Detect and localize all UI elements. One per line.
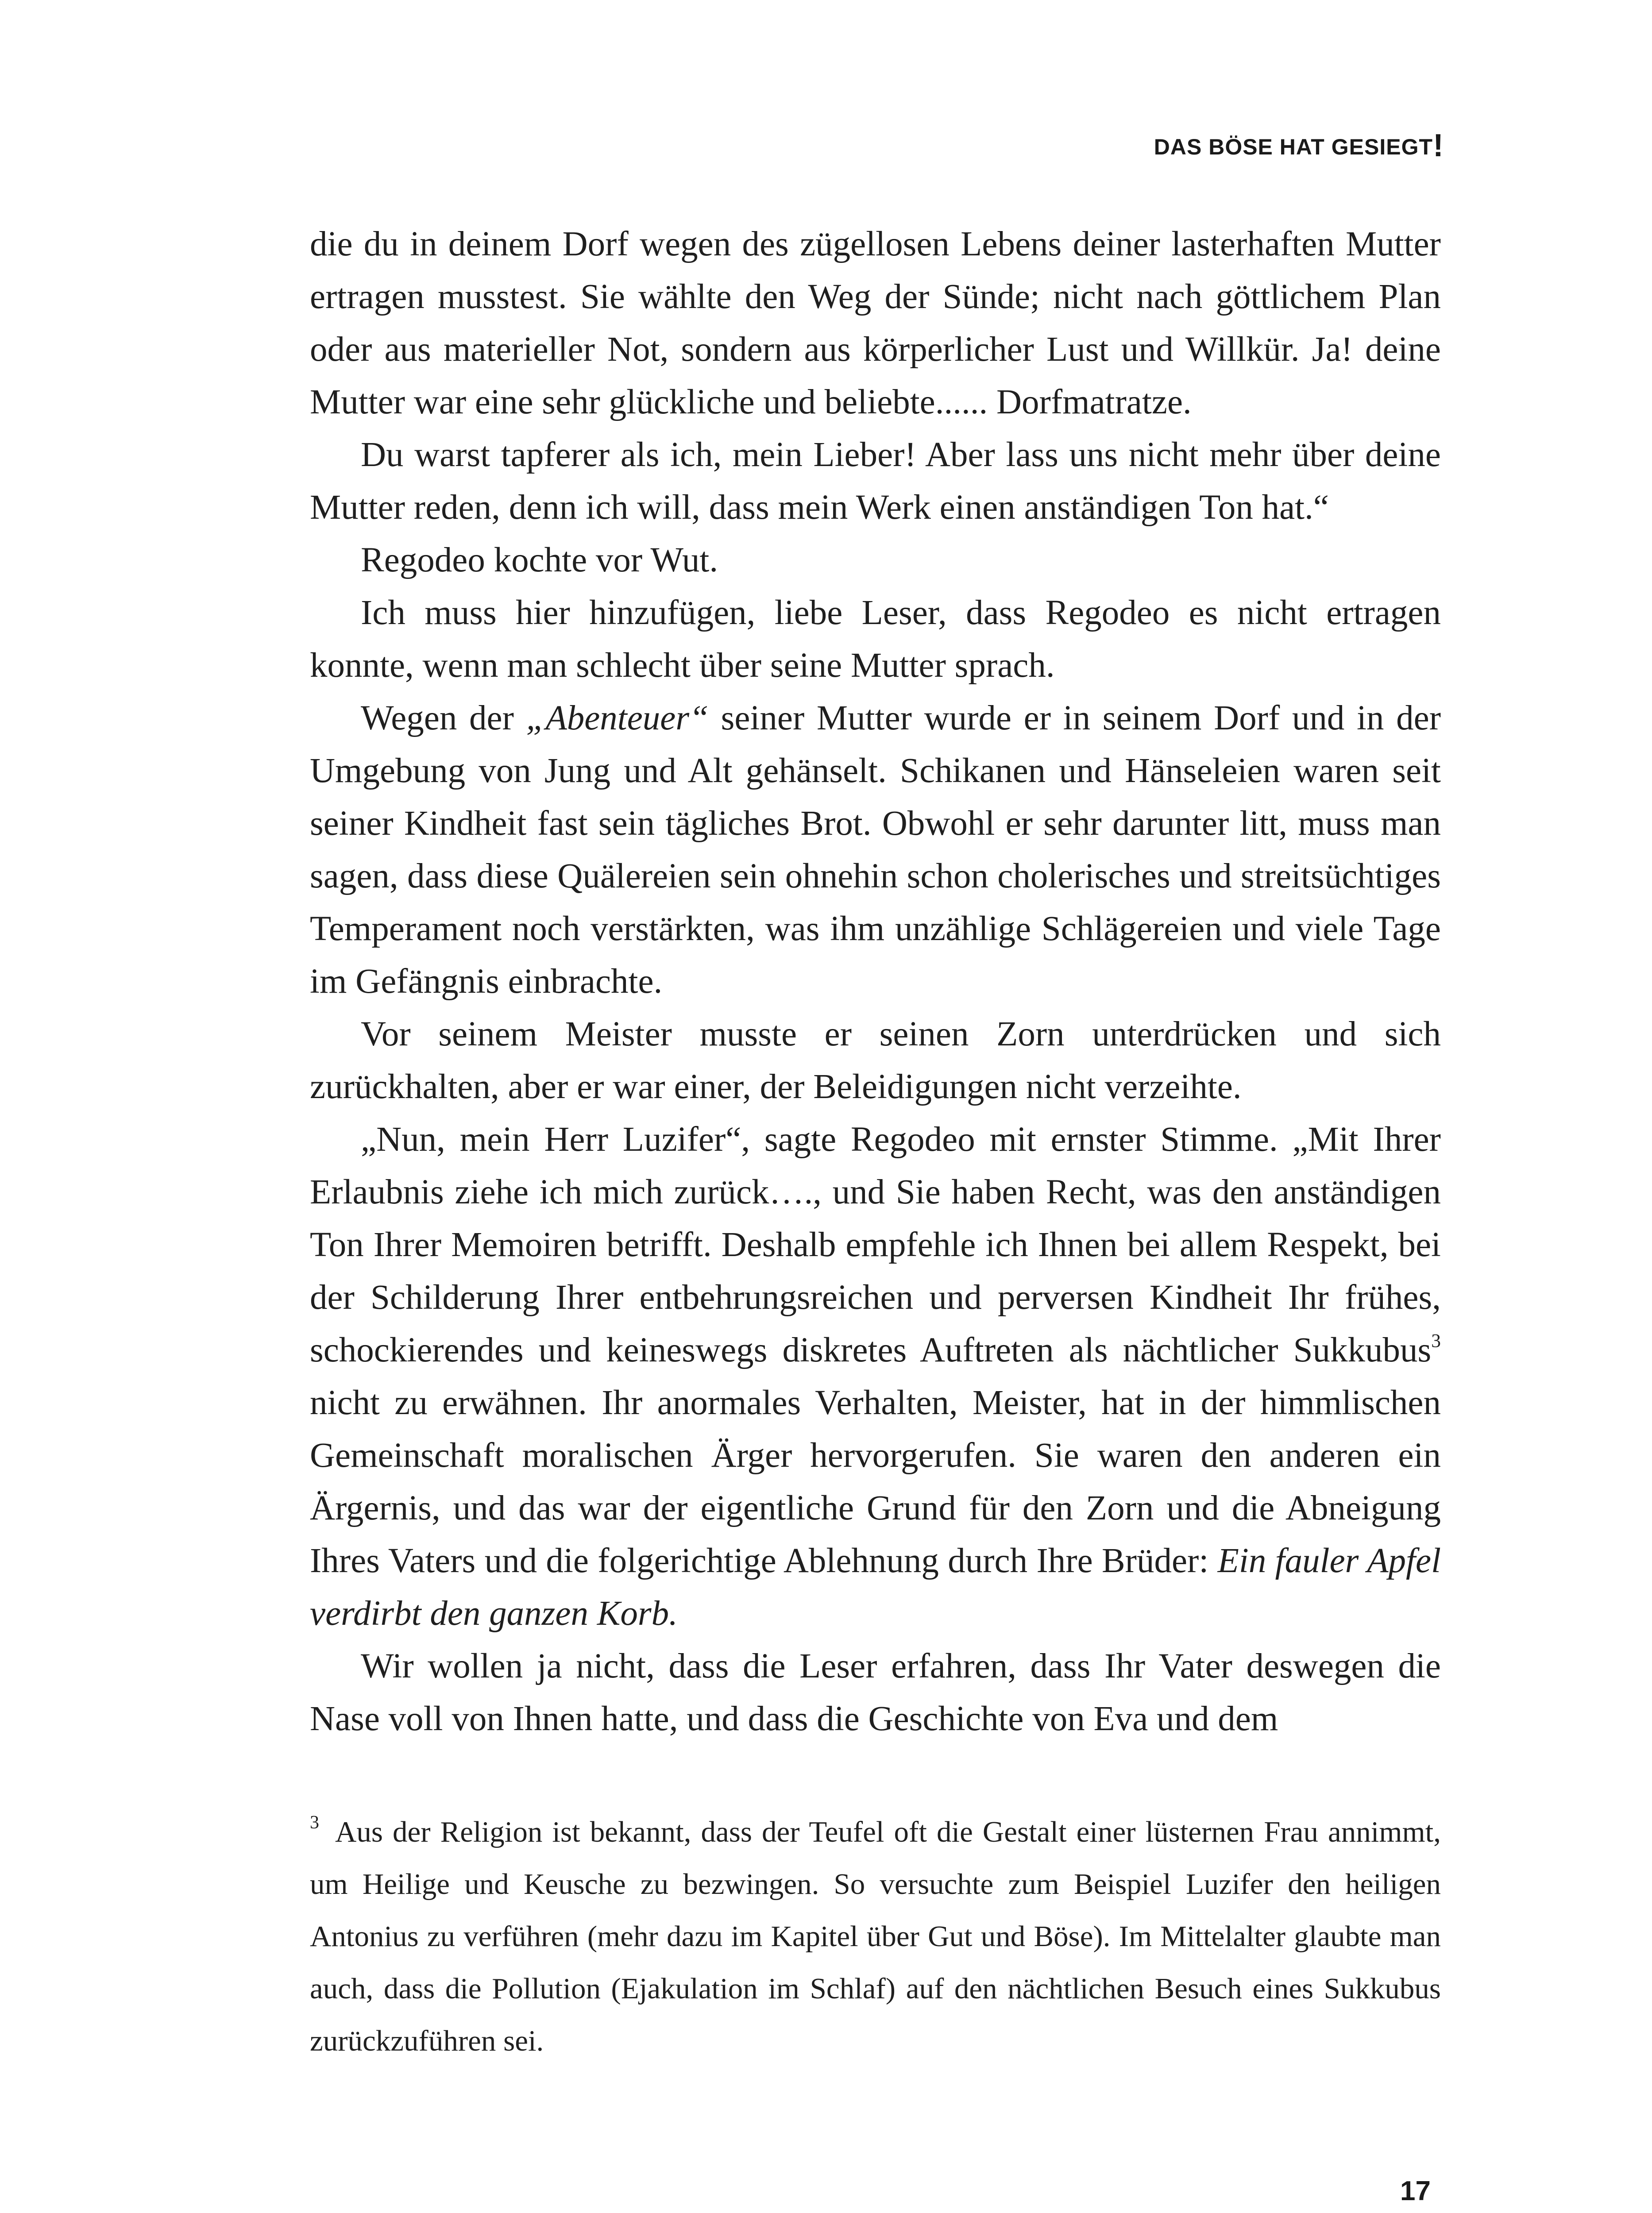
paragraph-1: die du in deinem Dorf wegen des zügellosen Lebens deiner lasterhaften Mutter ertragen musstest. Sie wählte den Weg der Sünde; nicht nach göttlichem Plan oder aus materieller Not, sondern aus körperlicher Lust und Willkür. Ja! deine Mutter war eine sehr glückliche und beliebte...... Dorfmatratze. [310, 225, 1441, 421]
running-head-title: DAS BÖSE HAT GESIEGT [1154, 135, 1433, 159]
paragraph-5-emphasis: „Abenteuer“ [526, 699, 709, 737]
paragraph-8: Wir wollen ja nicht, dass die Leser erfahren, dass Ihr Vater deswegen die Nase voll von Ihnen hatte, und dass die Geschichte von Eva und dem [310, 1647, 1441, 1738]
paragraph-4: Ich muss hier hinzufügen, liebe Leser, dass Regodeo es nicht ertragen konnte, wenn man schlecht über seine Mutter sprach. [310, 594, 1441, 685]
paragraph-2: Du warst tapferer als ich, mein Lieber! Aber lass uns nicht mehr über deine Mutter reden, denn ich will, dass mein Werk einen anständigen Ton hat.“ [310, 436, 1441, 527]
footnote-mark: 3 [310, 1812, 319, 1833]
footnote-reference: 3 [1431, 1330, 1441, 1352]
paragraph-5-start: Wegen der [361, 699, 526, 737]
paragraph-7-emphasis: Ein fauler Apfel verdirbt den ganzen Korb. [310, 1542, 1441, 1633]
body-text [310, 218, 1441, 1745]
paragraph-5-rest: seiner Mutter wurde er in seinem Dorf und in der Umgebung von Jung und Alt gehänselt. Schikanen und Hänseleien waren seit seiner Kindheit fast sein tägliches Brot. Obwohl er sehr darunter litt, muss man sagen, dass diese Quälereien sein ohnehin schon cholerisches und streitsüchtiges Temperament noch verstärkten, was ihm unzählige Schlägereien und viele Tage im Gefängnis einbrachte. [310, 699, 1441, 1001]
paragraph-5 [310, 692, 1441, 1008]
footnote-3 [310, 1806, 1441, 2067]
paragraph-7 [310, 1113, 1441, 1640]
paragraph-6: Vor seinem Meister musste er seinen Zorn unterdrücken und sich zurückhalten, aber er war einer, der Beleidigungen nicht verzeihte. [310, 1015, 1441, 1106]
paragraph-7-middle: nicht zu erwähnen. Ihr anormales Verhalten, Meister, hat in der himmlischen Gemeinschaft moralischen Ärger hervorgerufen. Sie waren den anderen ein Ärgernis, und das war der eigentliche Grund für den Zorn und die Abneigung Ihres Vaters und die folgerichtige Ablehnung durch Ihre Brüder: [310, 1384, 1441, 1580]
footnote-text: Aus der Religion ist bekannt, dass der Teufel oft die Gestalt einer lüsternen Frau annimmt, um Heilige und Keusche zu bezwingen. So versuchte zum Beispiel Luzifer den heiligen Antonius zu verführen (mehr dazu im Kapitel über Gut und Böse). Im Mittelalter glaubte man auch, dass die Pollution (Ejakulation im Schlaf) auf den nächtlichen Besuch eines Sukkubus zurückzuführen sei. [310, 1816, 1441, 2057]
running-head-exclamation: ! [1433, 128, 1444, 163]
paragraph-7-start: „Nun, mein Herr Luzifer“, sagte Regodeo mit ernster Stimme. „Mit Ihrer Erlaubnis ziehe ich mich zurück…., und Sie haben Recht, was den anständigen Ton Ihrer Memoiren betrifft. Deshalb empfehle ich Ihnen bei allem Respekt, bei der Schilderung Ihrer entbehrungsreichen und perversen Kindheit Ihr frühes, schockierendes und keineswegs diskretes Auftreten als nächtlicher Sukkubus [310, 1120, 1441, 1369]
page-number: 17 [1400, 2176, 1431, 2206]
running-head [1154, 127, 1444, 164]
paragraph-3: Regodeo kochte vor Wut. [361, 541, 718, 579]
footnotes [310, 1806, 1441, 2067]
